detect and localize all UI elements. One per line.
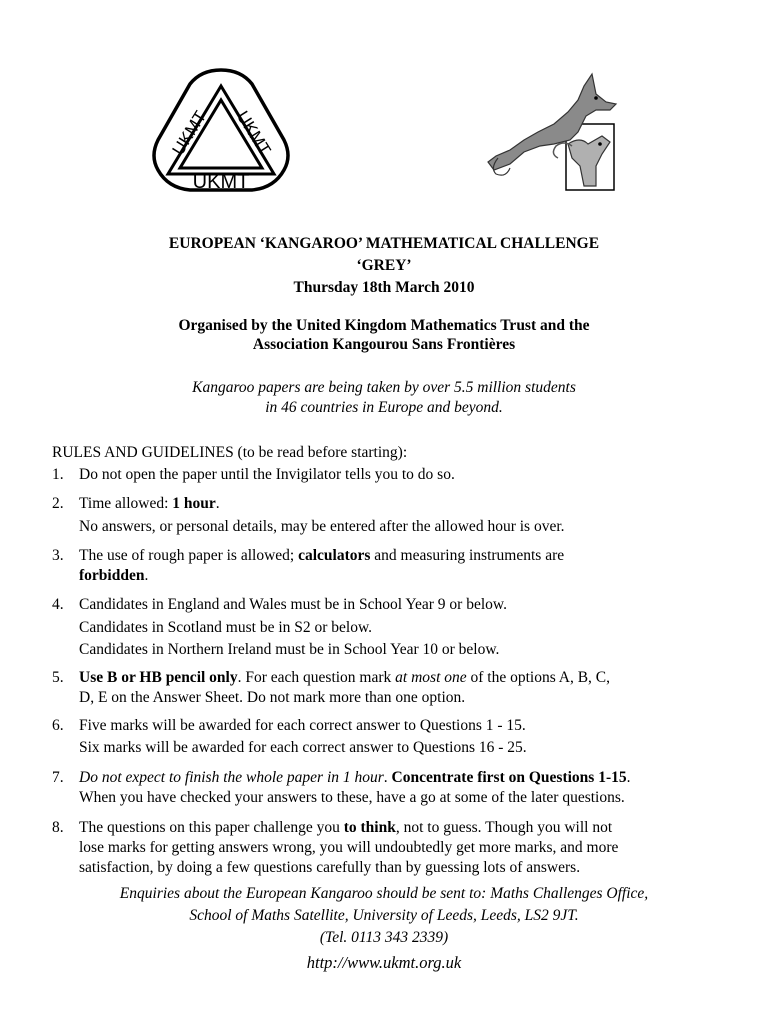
rule-line: When you have checked your answers to these, have a go at some of the later questions. (79, 789, 625, 806)
footer-line-2: School of Maths Satellite, University of Leeds, Leeds, LS2 9JT. (189, 907, 579, 924)
rule-number: 3. (52, 547, 64, 564)
rule-line: Candidates in England and Wales must be in School Year 9 or below. (79, 596, 507, 613)
rule-number: 7. (52, 769, 64, 786)
intro-text (0, 378, 768, 418)
rule-line: Five marks will be awarded for each correct answer to Questions 1 - 15. (79, 717, 526, 734)
enquiries-footer (0, 883, 768, 974)
rule-number: 5. (52, 669, 64, 686)
rule-line: Six marks will be awarded for each correct answer to Questions 16 - 25. (79, 739, 527, 756)
rule-number: 1. (52, 466, 64, 483)
organiser-line-1: Organised by the United Kingdom Mathematics Trust and the (178, 317, 590, 334)
rule-4 (52, 595, 722, 660)
rule-emphasis: Use B or HB pencil only (79, 669, 238, 686)
rule-emphasis: 1 hour (172, 495, 216, 512)
rule-line: lose marks for getting answers wrong, you will undoubtedly get more marks, and more (79, 839, 619, 856)
rule-6 (52, 716, 722, 758)
rule-text: The questions on this paper challenge you (79, 819, 344, 836)
rule-italic: at most one (395, 669, 467, 686)
rule-number: 2. (52, 495, 64, 512)
rule-line: D, E on the Answer Sheet. Do not mark more than one option. (79, 689, 466, 706)
ukmt-logo-icon (146, 66, 296, 196)
svg-text:UKMT: UKMT (168, 107, 211, 159)
rule-5 (52, 668, 722, 708)
rule-line (79, 768, 722, 788)
rule-italic: Do not expect to finish the whole paper in 1 hour (79, 769, 384, 786)
rule-line: Candidates in Scotland must be in S2 or below. (79, 619, 373, 636)
rule-text: . (215, 495, 220, 512)
rule-8 (52, 818, 722, 878)
rule-number: 6. (52, 717, 64, 734)
title-block (0, 233, 768, 299)
rule-text: . For each question mark (237, 669, 396, 686)
rule-7 (52, 768, 722, 808)
intro-line-1: Kangaroo papers are being taken by over 5.5 million students (192, 379, 576, 396)
organiser-block (0, 316, 768, 354)
rule-emphasis: to think (343, 819, 396, 836)
rule-text: , not to guess. Though you will not (395, 819, 613, 836)
rule-emphasis: calculators (298, 547, 371, 564)
rule-line (79, 818, 722, 838)
ukmt-logo-text: UKMT (192, 171, 250, 193)
svg-text:UKMT: UKMT (232, 107, 275, 159)
intro-line-2: in 46 countries in Europe and beyond. (265, 399, 503, 416)
rule-line: No answers, or personal details, may be entered after the allowed hour is over. (79, 518, 565, 535)
kangaroo-logo-icon (484, 66, 624, 194)
rule-number: 8. (52, 819, 64, 836)
organiser-line-2: Association Kangourou Sans Frontières (252, 336, 516, 353)
rule-text: Time allowed: (79, 495, 173, 512)
rules-heading: RULES AND GUIDELINES (to be read before starting): (52, 444, 408, 461)
rule-text: . (626, 769, 631, 786)
rule-text: Do not open the paper until the Invigilator tells you to do so. (79, 466, 455, 483)
website-link[interactable]: http://www.ukmt.org.uk (306, 953, 462, 972)
rule-line: Candidates in Northern Ireland must be in School Year 10 or below. (79, 641, 500, 658)
rule-text: The use of rough paper is allowed; (79, 547, 299, 564)
rule-3 (52, 546, 722, 586)
rule-line (79, 494, 722, 514)
rule-2 (52, 494, 722, 537)
paper-date: Thursday 18th March 2010 (293, 279, 475, 296)
rule-1 (52, 465, 722, 485)
footer-line-1: Enquiries about the European Kangaroo should be sent to: Maths Challenges Office, (119, 885, 649, 902)
paper-edition: ‘GREY’ (356, 257, 412, 274)
rule-text: . (383, 769, 392, 786)
rule-text: of the options A, B, C, (466, 669, 611, 686)
rule-line (79, 668, 722, 688)
rule-emphasis: forbidden (79, 567, 145, 584)
rule-text: . (144, 567, 149, 584)
rule-text: and measuring instruments are (370, 547, 565, 564)
rule-emphasis: Concentrate first on Questions 1-15 (391, 769, 627, 786)
rule-number: 4. (52, 596, 64, 613)
rule-line (79, 546, 722, 566)
rule-line: satisfaction, by doing a few questions carefully than by guessing lots of answers. (79, 859, 581, 876)
paper-title: EUROPEAN ‘KANGAROO’ MATHEMATICAL CHALLENGE (168, 235, 600, 252)
rule-line (79, 566, 722, 586)
footer-phone: (Tel. 0113 343 2339) (319, 929, 449, 946)
